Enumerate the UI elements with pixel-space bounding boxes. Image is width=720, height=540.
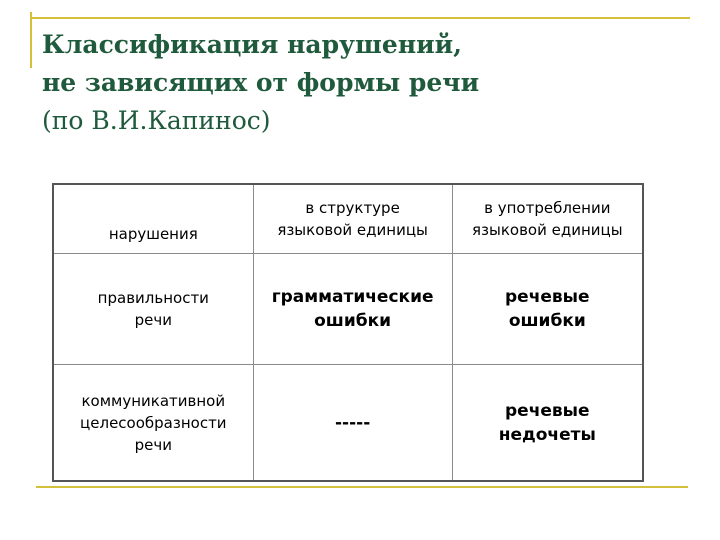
column-header-usage: в употреблении языковой единицы	[452, 184, 643, 254]
column-header-structure: в структуре языковой единицы	[253, 184, 452, 254]
frame-line-left	[30, 12, 32, 68]
cell-speech-errors: речевые ошибки	[452, 254, 643, 365]
title-line-1: Классификация нарушений,	[42, 30, 462, 59]
table-row	[53, 365, 643, 482]
title-line-2: не зависящих от формы речи	[42, 68, 480, 97]
table-row	[53, 254, 643, 365]
row-label-communicative: коммуникативной целесообразности речи	[53, 365, 253, 482]
cell-speech-shortcomings: речевые недочеты	[452, 365, 643, 482]
corner-cell: нарушения	[53, 184, 253, 254]
frame-line-bottom	[36, 486, 688, 488]
table-header-row	[53, 184, 643, 254]
title-line-3: (по В.И.Капинос)	[42, 106, 271, 135]
cell-grammatical-errors: грамматические ошибки	[253, 254, 452, 365]
classification-table	[52, 183, 644, 482]
row-label-correctness: правильности речи	[53, 254, 253, 365]
cell-none: -----	[253, 365, 452, 482]
frame-line-top	[30, 17, 690, 19]
slide-title	[42, 26, 682, 140]
